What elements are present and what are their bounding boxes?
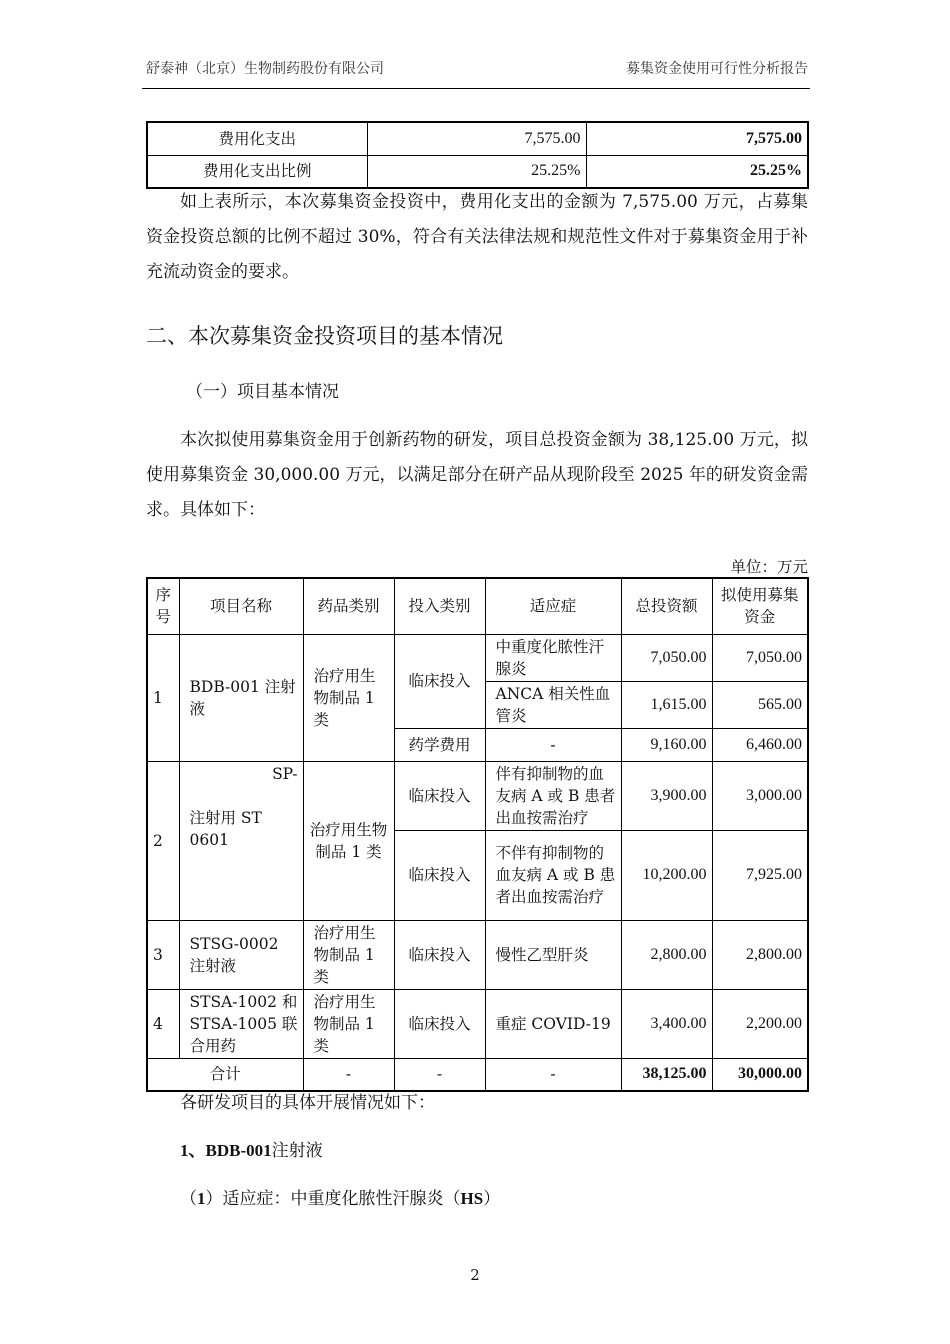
- col-header: 总投资额: [621, 578, 712, 634]
- name-part: SP-: [272, 764, 298, 783]
- text: 1: [197, 1189, 206, 1208]
- paragraph: 各研发项目的具体开展情况如下：: [180, 1093, 435, 1113]
- cell-total: 10,200.00: [621, 830, 712, 920]
- total-label: 合计: [147, 1058, 303, 1091]
- subsection-title: （一）项目基本情况: [186, 382, 339, 402]
- unit-label: 单位：万元: [730, 558, 808, 576]
- cell-use: 7,925.00: [712, 830, 808, 920]
- cell-name: STSG-0002 注射液: [179, 920, 303, 989]
- cell-use: 3,000.00: [712, 761, 808, 830]
- cell-indication: 不伴有抑制物的血友病 A 或 B 患者出血按需治疗: [485, 830, 621, 920]
- cell-total: 3,400.00: [621, 989, 712, 1058]
- table-row: [147, 634, 808, 681]
- cell-type: 临床投入: [394, 830, 485, 920]
- cell-type: 临床投入: [394, 989, 485, 1058]
- header-divider: [142, 88, 810, 89]
- cell-indication: -: [485, 1058, 621, 1091]
- text: HS: [460, 1189, 484, 1208]
- project-table: [146, 577, 809, 1092]
- row-label: 费用化支出: [147, 122, 367, 155]
- cell-name: BDB-001 注射液: [179, 634, 303, 761]
- cell-no: 4: [147, 989, 179, 1058]
- expense-table: [146, 121, 809, 189]
- col-header: 拟使用募集资金: [712, 578, 808, 634]
- header-report-title: 募集资金使用可行性分析报告: [626, 61, 808, 77]
- item-number: 1、BDB-001: [180, 1141, 272, 1160]
- item-heading: [180, 1133, 323, 1169]
- cell-no: 2: [147, 761, 179, 920]
- cell-total: 3,900.00: [621, 761, 712, 830]
- table-row: [147, 989, 808, 1058]
- paragraph: 如上表所示，本次募集资金投资中，费用化支出的金额为 7,575.00 万元，占募集资金投资总额的比例不超过 30%，符合有关法律法规和规范性文件对于募集资金用于补充流动资金的要求。: [146, 192, 808, 282]
- cell-category: 治疗用生物制品 1 类: [303, 989, 394, 1058]
- cell-type: 药学费用: [394, 728, 485, 761]
- item-text: 注射液: [271, 1141, 323, 1161]
- cell-name: STSA-1002 和 STSA-1005 联合用药: [179, 989, 303, 1058]
- cell-value: 25.25%: [367, 155, 586, 188]
- cell-total: 7,575.00: [586, 122, 808, 155]
- col-header: 序号: [147, 578, 179, 634]
- cell-indication: -: [485, 728, 621, 761]
- name-part: 注射用 ST 0601: [189, 808, 262, 849]
- col-header: 项目名称: [179, 578, 303, 634]
- cell-category: 治疗用生物制品 1 类: [303, 761, 394, 920]
- cell-no: 1: [147, 634, 179, 761]
- cell-use: 2,200.00: [712, 989, 808, 1058]
- paragraph: 本次拟使用募集资金用于创新药物的研发，项目总投资金额为 38,125.00 万元，拟使用募集资金 30,000.00 万元，以满足部分在研产品从现阶段至 2025 年的研发资金需求。具体如下：: [146, 430, 808, 520]
- cell-type: 临床投入: [394, 761, 485, 830]
- cell-no: 3: [147, 920, 179, 989]
- text: （: [180, 1189, 197, 1209]
- cell-use: 565.00: [712, 681, 808, 728]
- cell-type: 临床投入: [394, 920, 485, 989]
- cell-type: -: [394, 1058, 485, 1091]
- cell-total: 1,615.00: [621, 681, 712, 728]
- col-header: 适应症: [485, 578, 621, 634]
- cell-use: 7,050.00: [712, 634, 808, 681]
- cell-total: 38,125.00: [621, 1058, 712, 1091]
- cell-indication: 中重度化脓性汗腺炎: [485, 634, 621, 681]
- cell-type: 临床投入: [394, 634, 485, 728]
- table-row: [147, 122, 808, 155]
- table-row: [147, 920, 808, 989]
- section-title: 二、本次募集资金投资项目的基本情况: [146, 324, 503, 348]
- cell-use: 2,800.00: [712, 920, 808, 989]
- cell-indication: 伴有抑制物的血友病 A 或 B 患者出血按需治疗: [485, 761, 621, 830]
- cell-value: 7,575.00: [367, 122, 586, 155]
- header-company: 舒泰神（北京）生物制药股份有限公司: [146, 61, 384, 77]
- cell-category: 治疗用生物制品 1 类: [303, 634, 394, 761]
- table-row: [147, 155, 808, 188]
- cell-category: -: [303, 1058, 394, 1091]
- col-header: 投入类别: [394, 578, 485, 634]
- text: ）适应症：中重度化脓性汗腺炎（: [205, 1189, 461, 1209]
- cell-use: 30,000.00: [712, 1058, 808, 1091]
- cell-category: 治疗用生物制品 1 类: [303, 920, 394, 989]
- cell-indication: ANCA 相关性血管炎: [485, 681, 621, 728]
- cell-total: 2,800.00: [621, 920, 712, 989]
- table-row: [147, 761, 808, 830]
- col-header: 药品类别: [303, 578, 394, 634]
- text: ）: [483, 1189, 501, 1209]
- cell-total: 25.25%: [586, 155, 808, 188]
- cell-indication: 慢性乙型肝炎: [485, 920, 621, 989]
- cell-total: 7,050.00: [621, 634, 712, 681]
- cell-total: 9,160.00: [621, 728, 712, 761]
- cell-indication: 重症 COVID-19: [485, 989, 621, 1058]
- item-subheading: [180, 1181, 500, 1217]
- page-number: 2: [470, 1266, 480, 1284]
- table-header-row: [147, 578, 808, 634]
- cell-use: 6,460.00: [712, 728, 808, 761]
- cell-name: [179, 761, 303, 920]
- row-label: 费用化支出比例: [147, 155, 367, 188]
